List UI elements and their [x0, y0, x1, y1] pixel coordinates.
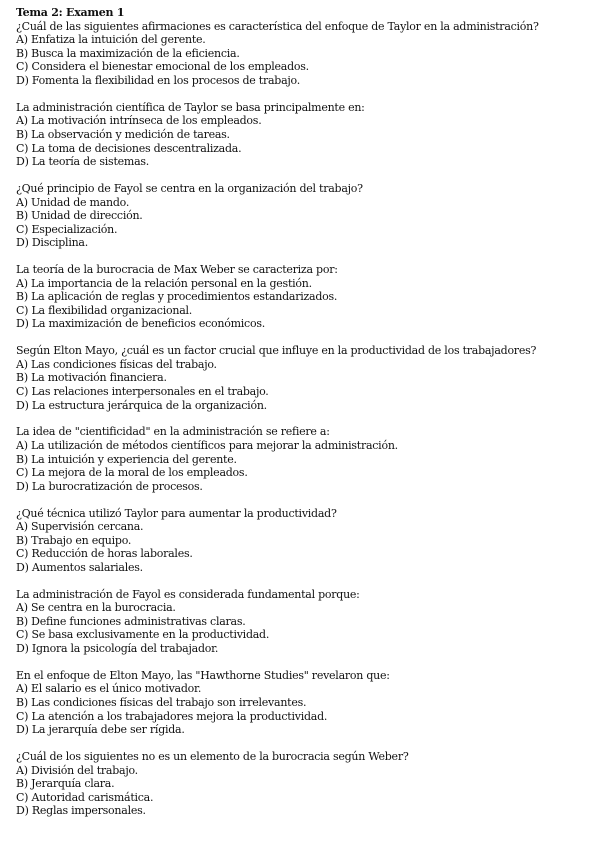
question-10 — [16, 750, 586, 818]
answer-option-c: C) Especialización. — [16, 222, 118, 236]
question-8 — [16, 588, 586, 656]
answer-option-d: D) Reglas impersonales. — [16, 804, 146, 818]
document-title: Tema 2: Examen 1 — [16, 6, 125, 19]
answer-option-b: B) Las condiciones físicas del trabajo son irrelevantes. — [16, 696, 307, 710]
question-4 — [16, 263, 586, 331]
answer-option-d: D) La maximización de beneficios económicos. — [16, 317, 265, 331]
question-text: En el enfoque de Elton Mayo, las "Hawthorne Studies" revelaron que: — [16, 668, 390, 682]
question-text: La administración científica de Taylor se basa principalmente en: — [16, 100, 365, 114]
answer-option-a: A) La importancia de la relación personal en la gestión. — [16, 276, 312, 290]
answer-option-b: B) Define funciones administrativas claras. — [16, 614, 246, 628]
answer-option-a: A) La motivación intrínseca de los empleados. — [16, 114, 262, 128]
answer-option-b: B) La motivación financiera. — [16, 371, 167, 385]
question-2 — [16, 101, 586, 169]
question-text: ¿Cuál de las siguientes afirmaciones es característica del enfoque de Taylor en la administración? — [16, 19, 539, 33]
answer-option-a: A) Enfatiza la intuición del gerente. — [16, 33, 206, 47]
question-5 — [16, 344, 586, 412]
answer-option-a: A) Se centra en la burocracia. — [16, 601, 176, 615]
question-9 — [16, 669, 586, 737]
answer-option-b: B) La observación y medición de tareas. — [16, 127, 230, 141]
question-text: La teoría de la burocracia de Max Weber se caracteriza por: — [16, 263, 338, 277]
answer-option-c: C) La flexibilidad organizacional. — [16, 303, 193, 317]
answer-option-a: A) La utilización de métodos científicos para mejorar la administración. — [16, 438, 398, 452]
answer-option-a: A) Las condiciones físicas del trabajo. — [16, 357, 217, 371]
answer-option-c: C) Las relaciones interpersonales en el trabajo. — [16, 385, 269, 398]
answer-option-b: B) Busca la maximización de la eficiencia. — [16, 46, 240, 60]
question-7 — [16, 507, 586, 575]
question-list — [16, 20, 586, 818]
answer-option-d: D) Disciplina. — [16, 236, 88, 250]
answer-option-d: D) La estructura jerárquica de la organización. — [16, 398, 267, 412]
answer-option-a: A) El salario es el único motivador. — [16, 682, 202, 696]
answer-option-d: D) La burocratización de procesos. — [16, 479, 203, 493]
answer-option-b: B) La aplicación de reglas y procedimientos estandarizados. — [16, 290, 338, 304]
answer-option-c: C) La toma de decisiones descentralizada. — [16, 141, 242, 155]
answer-option-d: D) La jerarquía debe ser rígida. — [16, 723, 185, 737]
answer-option-c: C) La mejora de la moral de los empleados. — [16, 466, 248, 480]
answer-option-c: C) La atención a los trabajadores mejora la productividad. — [16, 709, 328, 723]
answer-option-d: D) Ignora la psicología del trabajador. — [16, 642, 219, 656]
question-text: ¿Cuál de los siguientes no es un elemento de la burocracia según Weber? — [16, 750, 409, 763]
answer-option-a: A) Unidad de mando. — [16, 195, 130, 209]
answer-option-a: A) Supervisión cercana. — [16, 520, 144, 534]
answer-option-a: A) División del trabajo. — [16, 763, 138, 777]
answer-option-d: D) La teoría de sistemas. — [16, 155, 150, 169]
question-3 — [16, 182, 586, 250]
question-text: La administración de Fayol es considerada fundamental porque: — [16, 587, 360, 601]
answer-option-d: D) Aumentos salariales. — [16, 560, 143, 574]
answer-option-c: C) Se basa exclusivamente en la productividad. — [16, 628, 270, 642]
answer-option-c: C) Autoridad carismática. — [16, 790, 154, 804]
answer-option-b: B) La intuición y experiencia del gerente. — [16, 452, 237, 466]
question-text: ¿Qué técnica utilizó Taylor para aumentar la productividad? — [16, 506, 337, 520]
question-text: La idea de "cientificidad" en la administración se refiere a: — [16, 425, 330, 439]
question-text: ¿Qué principio de Fayol se centra en la organización del trabajo? — [16, 181, 363, 195]
answer-option-c: C) Reducción de horas laborales. — [16, 547, 193, 561]
answer-option-d: D) Fomenta la flexibilidad en los procesos de trabajo. — [16, 73, 300, 87]
document-page — [16, 6, 586, 831]
answer-option-b: B) Trabajo en equipo. — [16, 533, 132, 547]
answer-option-c: C) Considera el bienestar emocional de los empleados. — [16, 60, 309, 74]
question-text: Según Elton Mayo, ¿cuál es un factor crucial que influye en la productividad de los trabajadores? — [16, 344, 537, 358]
question-6 — [16, 425, 586, 493]
question-1 — [16, 20, 586, 88]
answer-option-b: B) Unidad de dirección. — [16, 209, 143, 223]
answer-option-b: B) Jerarquía clara. — [16, 777, 115, 791]
